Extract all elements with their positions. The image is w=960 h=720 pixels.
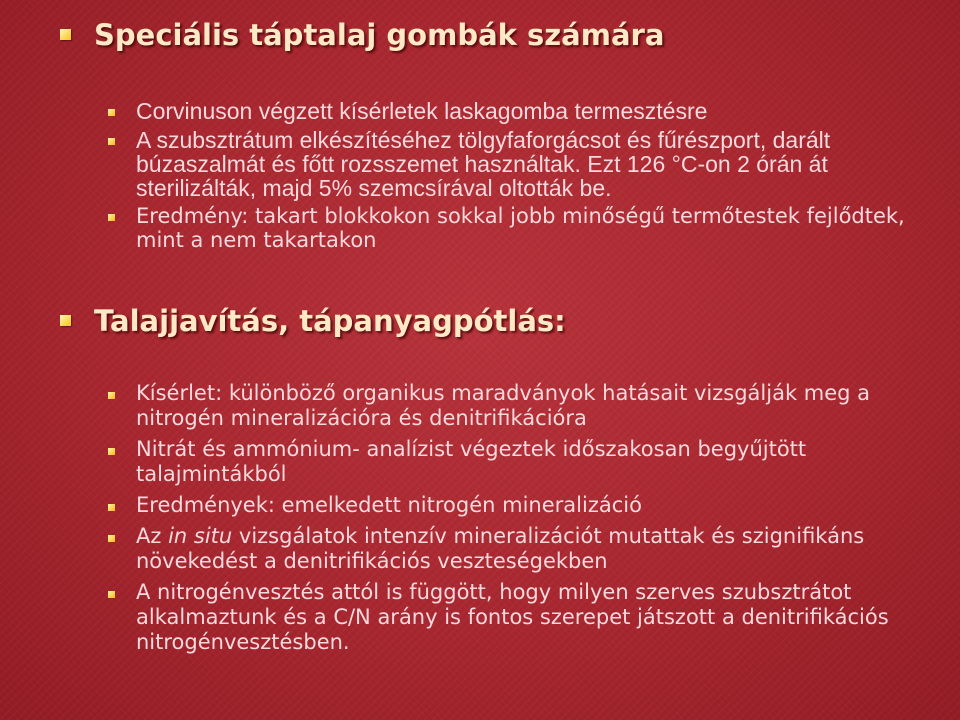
list-item: A szubsztrátum elkészítéséhez tölgyfaforgácsot és fűrészport, darált búzaszalmát és főtt rozsszemet használtak. Ezt 126 °C-on 2 órán át sterilizálták, majd 5% szemcsírával oltották be. [108, 128, 908, 200]
list-item: Corvinuson végzett kísérletek laskagomba termesztésre [108, 99, 908, 123]
section1-heading [62, 18, 664, 52]
square-bullet-icon [108, 109, 115, 116]
square-bullet-icon [108, 535, 115, 542]
list-item: Eredmények: emelkedett nitrogén mineralizáció [108, 493, 908, 518]
square-bullet-icon [108, 138, 115, 145]
list-item: A nitrogénvesztés attól is függött, hogy milyen szerves szubsztrátot alkalmaztunk és a C/N arány is fontos szerepet játszott a denitrifikációs nitrogénvesztésben. [108, 580, 908, 655]
square-bullet-icon [108, 214, 115, 221]
square-bullet-icon [108, 392, 115, 399]
square-bullet-icon [108, 504, 115, 511]
square-bullet-icon [108, 591, 115, 598]
square-bullet-icon [60, 315, 71, 326]
list-item: Nitrát és ammónium- analízist végeztek időszakosan begyűjtött talajmintákból [108, 437, 908, 487]
square-bullet-icon [108, 448, 115, 455]
section2-heading-text: Talajjavítás, tápanyagpótlás: [94, 304, 566, 338]
section2-list [108, 381, 908, 655]
section1-list [108, 99, 908, 252]
section2-heading [62, 304, 566, 338]
square-bullet-icon [60, 29, 71, 40]
list-item: Kísérlet: különböző organikus maradványok hatásait vizsgálják meg a nitrogén mineralizációra és denitrifikációra [108, 381, 908, 431]
list-item: Az in situ vizsgálatok intenzív mineralizációt mutattak és szignifikáns növekedést a denitrifikációs veszteségekben [108, 524, 908, 574]
list-item: Eredmény: takart blokkokon sokkal jobb minőségű termőtestek fejlődtek, mint a nem takartakon [108, 204, 908, 252]
section1-heading-text: Speciális táptalaj gombák számára [94, 18, 665, 52]
